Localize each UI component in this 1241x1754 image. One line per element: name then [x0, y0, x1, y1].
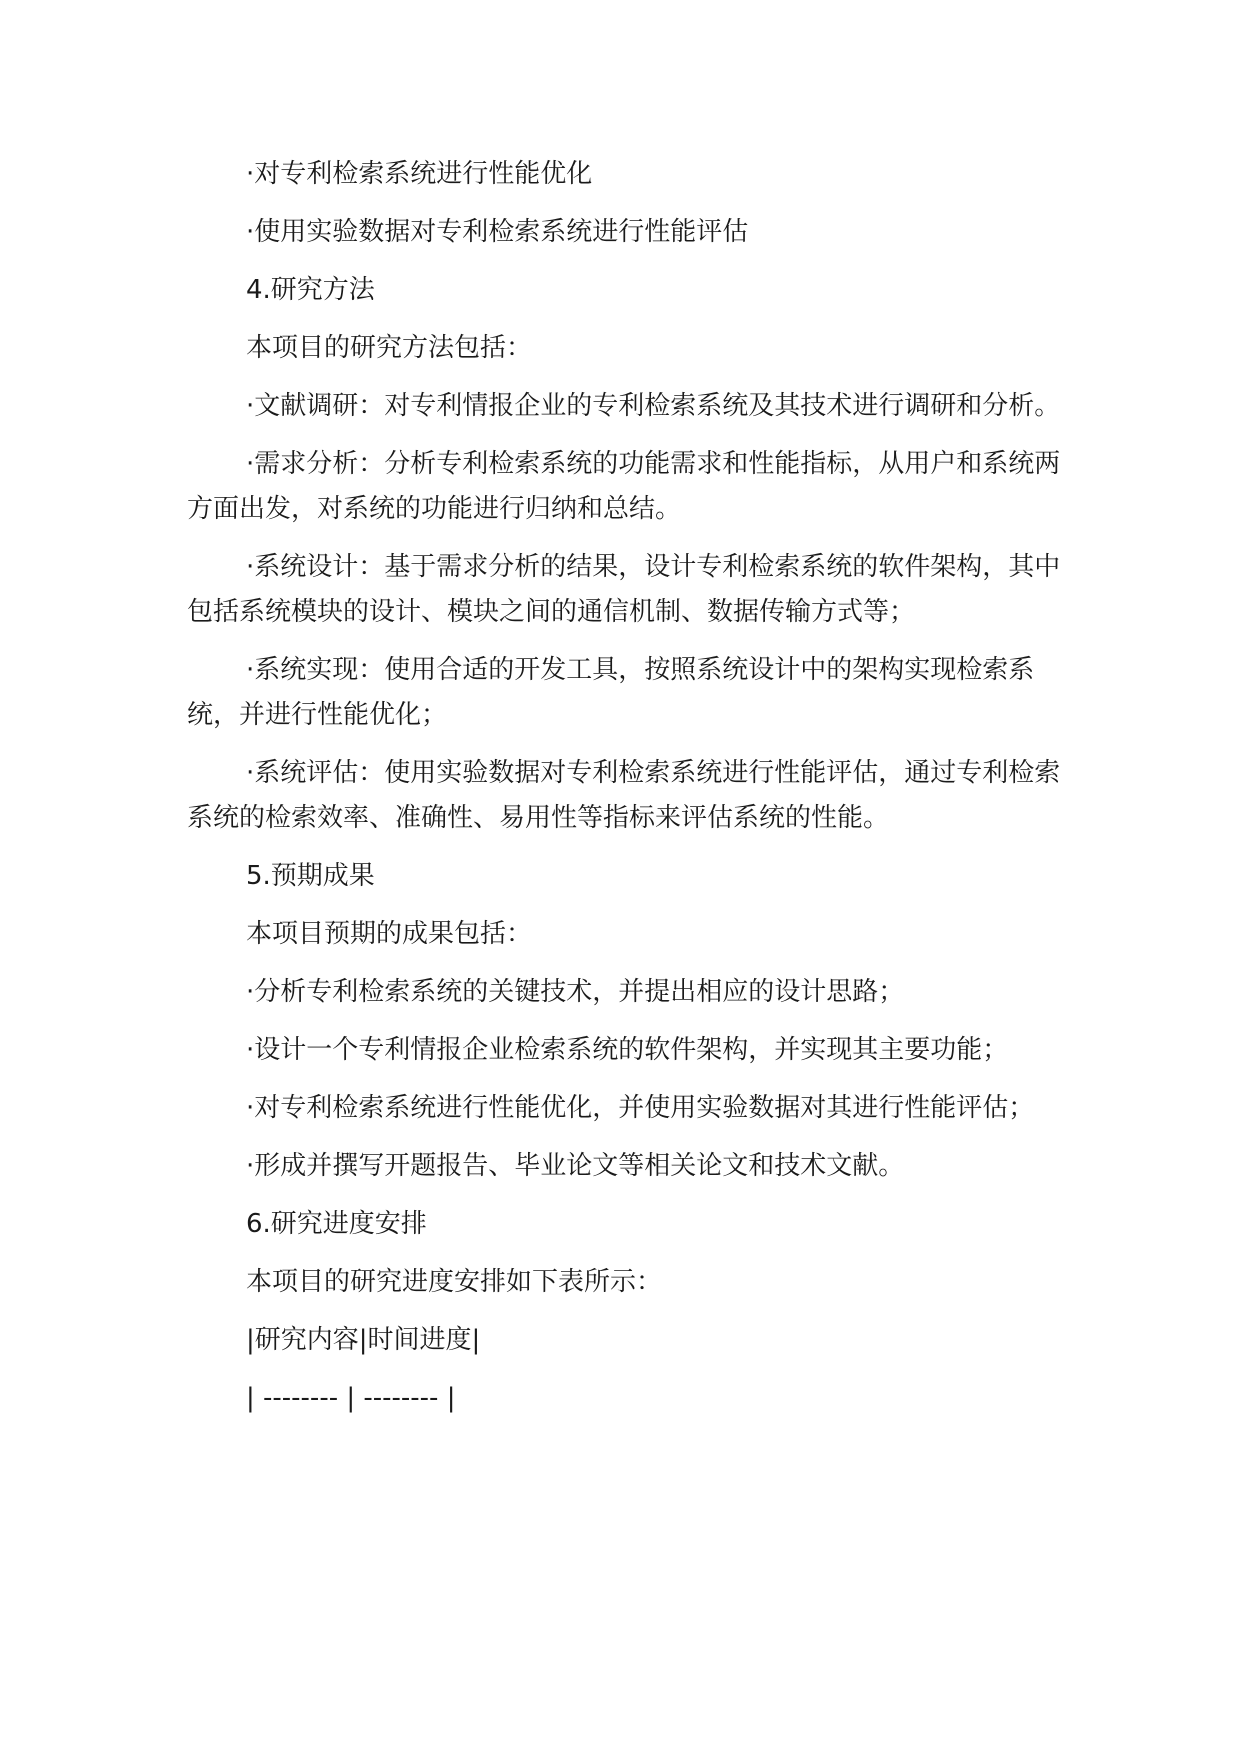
research-schedule-intro: 本项目的研究进度安排如下表所示：	[246, 1267, 663, 1297]
bullet-performance-optimization: ·对专利检索系统进行性能优化	[246, 159, 593, 189]
method-literature-review: ·文献调研：对专利情报企业的专利检索系统及其技术进行调研和分析。	[246, 391, 1061, 421]
schedule-table-separator-row: | -------- | -------- |	[246, 1383, 456, 1413]
result-key-technology-analysis: ·分析专利检索系统的关键技术，并提出相应的设计思路；	[246, 977, 905, 1007]
schedule-table-header-row: |研究内容|时间进度|	[246, 1325, 481, 1355]
result-software-architecture: ·设计一个专利情报企业检索系统的软件架构，并实现其主要功能；	[246, 1035, 1009, 1065]
expected-results-intro: 本项目预期的成果包括：	[246, 919, 533, 949]
result-reports-and-papers: ·形成并撰写开题报告、毕业论文等相关论文和技术文献。	[246, 1151, 905, 1181]
result-performance-optimization: ·对专利检索系统进行性能优化，并使用实验数据对其进行性能评估；	[246, 1093, 1035, 1123]
document-body	[187, 152, 1067, 1421]
method-system-evaluation: ·系统评估：使用实验数据对专利检索系统进行性能评估，通过专利检索系统的检索效率、准确性、易用性等指标来评估系统的性能。	[187, 758, 1061, 833]
bullet-performance-evaluation: ·使用实验数据对专利检索系统进行性能评估	[246, 217, 749, 247]
method-system-implementation: ·系统实现：使用合适的开发工具，按照系统设计中的架构实现检索系统，并进行性能优化；	[187, 655, 1035, 730]
research-methods-intro: 本项目的研究方法包括：	[246, 333, 533, 363]
method-requirements-analysis: ·需求分析：分析专利检索系统的功能需求和性能指标，从用户和系统两方面出发，对系统的功能进行归纳和总结。	[187, 449, 1061, 524]
section-heading-research-schedule: 6.研究进度安排	[246, 1209, 427, 1239]
method-system-design: ·系统设计：基于需求分析的结果，设计专利检索系统的软件架构，其中包括系统模块的设计、模块之间的通信机制、数据传输方式等；	[187, 552, 1061, 627]
section-heading-expected-results: 5.预期成果	[246, 861, 375, 891]
section-heading-research-methods: 4.研究方法	[246, 275, 375, 305]
